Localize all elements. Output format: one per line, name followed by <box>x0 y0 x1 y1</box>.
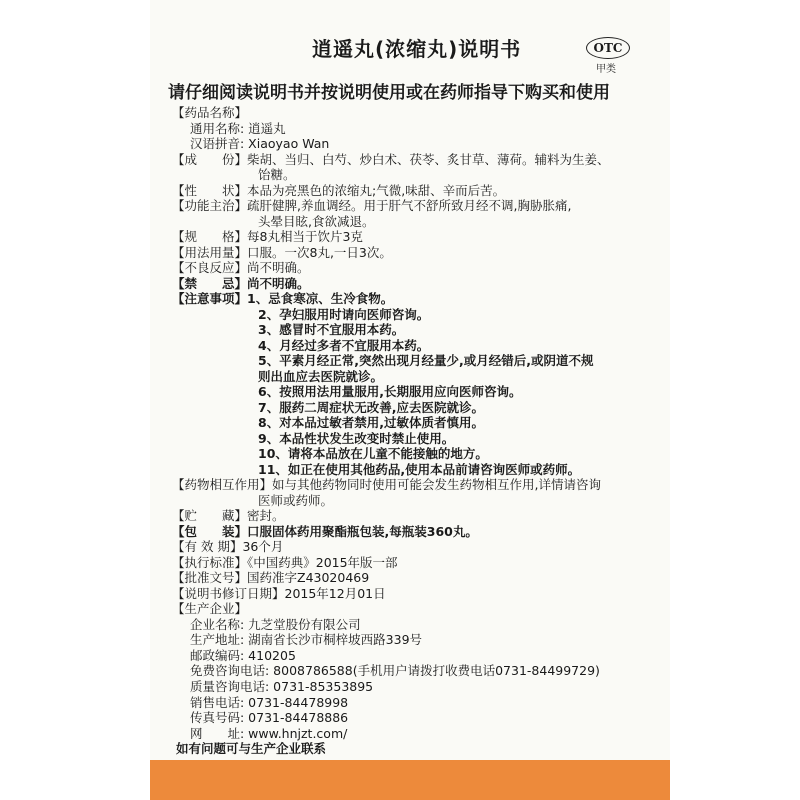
precautions-item: 10、请将本品放在儿童不能接触的地方。 <box>258 446 488 462</box>
company-name-line: 企业名称: 九芝堂股份有限公司 <box>190 616 361 632</box>
interactions-line: 【药物相互作用】如与其他药物同时使用可能会发生药物相互作用,详情请咨询 <box>172 477 601 493</box>
orange-footer-band <box>150 760 670 800</box>
address-line: 生产地址: 湖南省长沙市桐梓坡西路339号 <box>190 632 423 648</box>
precautions-item: 6、按照用法用量服用,长期服用应向医师咨询。 <box>258 384 522 400</box>
document-title: 逍遥丸(浓缩丸)说明书 <box>312 37 522 61</box>
indications-cont-line: 头晕目眩,食欲减退。 <box>258 213 375 229</box>
generic-name-line: 通用名称: 逍遥丸 <box>190 120 286 136</box>
revision-date-line: 【说明书修订日期】2015年12月01日 <box>172 585 386 601</box>
section-manufacturer: 【生产企业】 <box>172 601 248 617</box>
reading-instruction: 请仔细阅读说明书并按说明使用或在药师指导下购买和使用 <box>168 83 610 103</box>
description-line: 【性 状】本品为亮黑色的浓缩丸;气微,味甜、辛而后苦。 <box>172 182 506 198</box>
manufacturer-info-line: 销售电话: 0731-84478998 <box>190 694 349 710</box>
otc-badge: OTC <box>586 37 630 59</box>
precautions-item: 9、本品性状发生改变时禁止使用。 <box>258 430 455 446</box>
precautions-item: 2、孕妇服用时请向医师咨询。 <box>258 306 430 322</box>
manufacturer-info-line: 传真号码: 0731-84478886 <box>190 710 349 725</box>
approval-number-line: 【批准文号】国药准字Z43020469 <box>172 570 370 586</box>
manufacturer-info-line: 如有问题可与生产企业联系 <box>176 741 327 756</box>
precautions-item: 【注意事项】1、忌食寒凉、生冷食物。 <box>172 291 394 307</box>
ingredients-cont-line: 饴糖。 <box>258 167 296 182</box>
section-drug-name: 【药品名称】 <box>172 105 248 120</box>
precautions-item: 11、如正在使用其他药品,使用本品前请咨询医师或药师。 <box>258 461 581 477</box>
hotline-line: 免费咨询电话: 8008786588(手机用户请拨打收费电话0731-84499729) <box>190 663 600 679</box>
postcode-line: 邮政编码: 410205 <box>190 647 296 663</box>
precautions-item-cont: 则出血应去医院就诊。 <box>258 368 384 384</box>
specification-line: 【规 格】每8丸相当于饮片3克 <box>172 229 363 245</box>
adverse-reactions-line: 【不良反应】尚不明确。 <box>172 260 310 276</box>
precautions-item: 5、平素月经正常,突然出现月经量少,或月经错后,或阴道不规 <box>258 353 594 369</box>
contraindications-line: 【禁 忌】尚不明确。 <box>172 275 310 291</box>
shelf-life-line: 【有 效 期】36个月 <box>172 539 284 555</box>
ingredients-line: 【成 份】柴胡、当归、白芍、炒白术、茯苓、炙甘草、薄荷。辅料为生姜、 <box>172 151 610 167</box>
packaging-line: 【包 装】口服固体药用聚酯瓶包装,每瓶装360丸。 <box>172 523 478 539</box>
manufacturer-info-line: 网 址: www.hnjzt.com/ <box>190 725 348 741</box>
otc-category: 甲类 <box>596 64 616 75</box>
dosage-line: 【用法用量】口服。一次8丸,一日3次。 <box>172 244 392 260</box>
indications-line: 【功能主治】疏肝健脾,养血调经。用于肝气不舒所致月经不调,胸胁胀痛, <box>172 198 572 214</box>
storage-line: 【贮 藏】密封。 <box>172 508 285 524</box>
pinyin-line: 汉语拼音: Xiaoyao Wan <box>190 136 330 151</box>
interactions-cont-line: 医师或药师。 <box>258 492 334 508</box>
precautions-item: 7、服药二周症状无改善,应去医院就诊。 <box>258 399 484 415</box>
standard-line: 【执行标准】《中国药典》2015年版一部 <box>172 554 398 570</box>
manufacturer-info-line: 质量咨询电话: 0731-85353895 <box>190 679 374 694</box>
precautions-item: 8、对本品过敏者禁用,过敏体质者慎用。 <box>258 415 484 431</box>
precautions-item: 3、感冒时不宜服用本药。 <box>258 322 405 338</box>
precautions-item: 4、月经过多者不宜服用本药。 <box>258 337 430 353</box>
